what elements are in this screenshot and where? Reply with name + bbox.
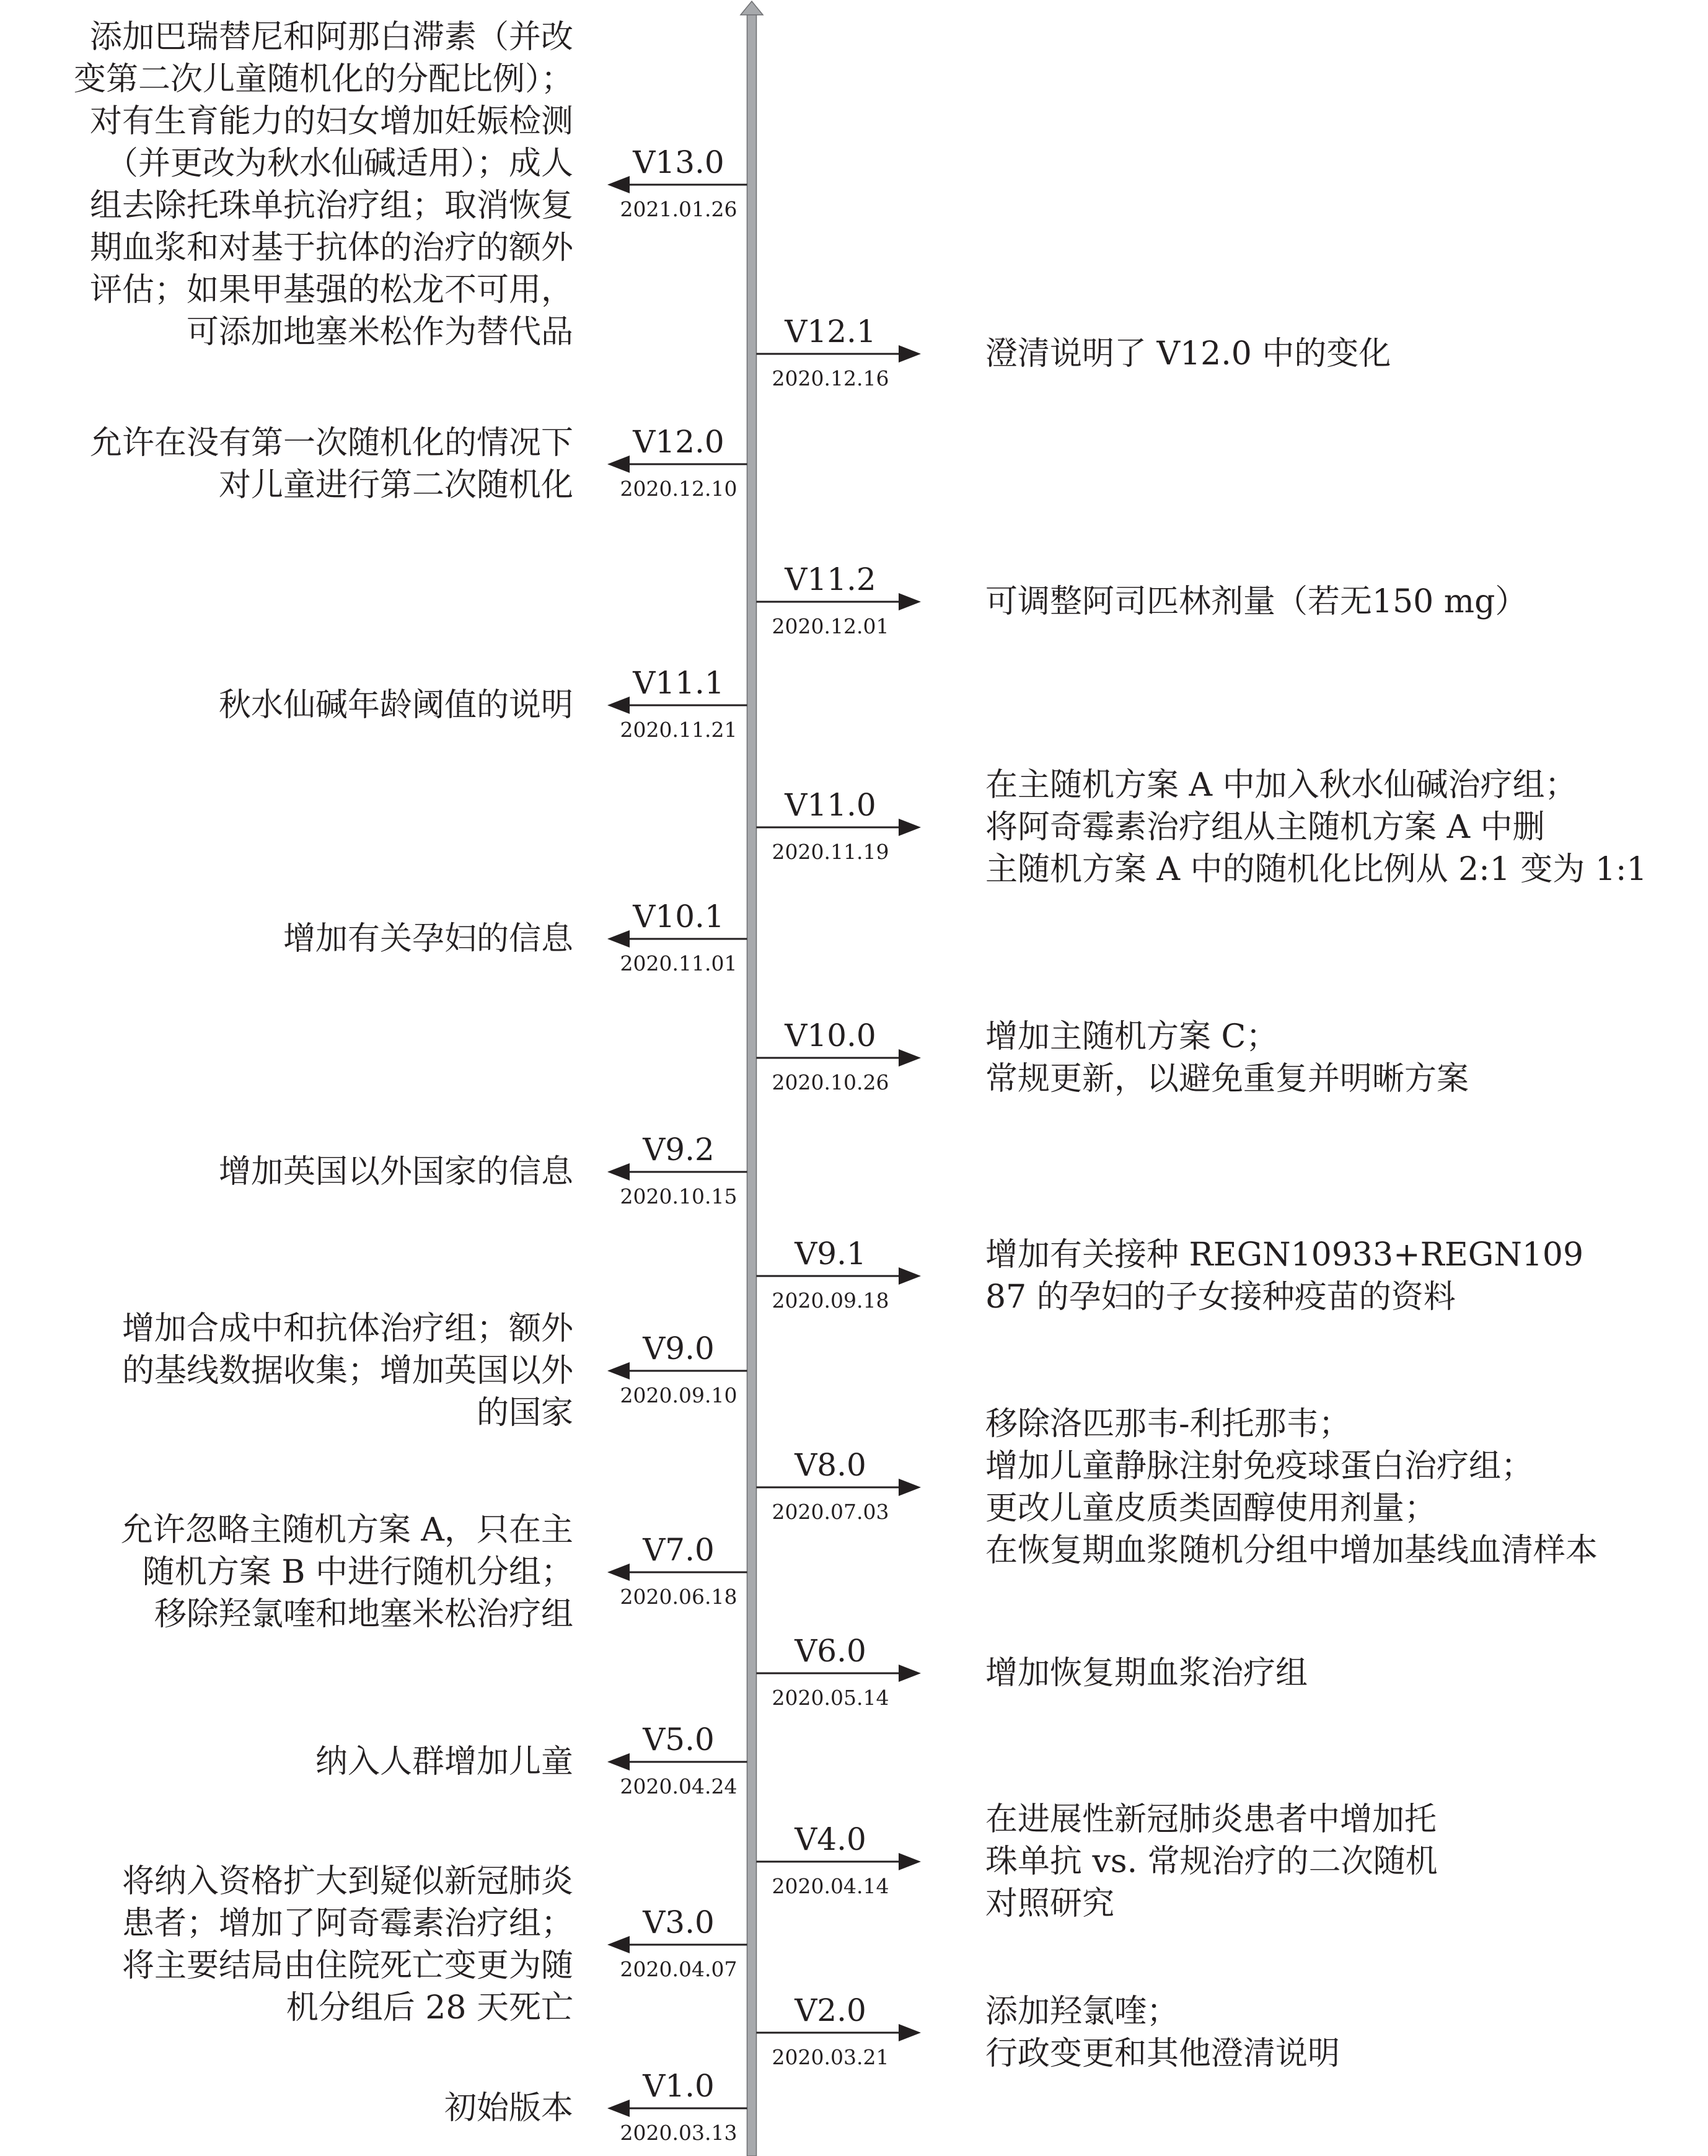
description-line: 增加合成中和抗体治疗组；额外 bbox=[121, 1310, 573, 1347]
change-description bbox=[283, 918, 573, 960]
description-line: 的基线数据收集；增加英国以外 bbox=[121, 1352, 573, 1389]
change-description bbox=[985, 1991, 1340, 2075]
version-date: 2020.10.15 bbox=[620, 1184, 737, 1208]
version-label: V7.0 bbox=[643, 1532, 715, 1568]
description-line: 秋水仙碱年龄阈值的说明 bbox=[218, 687, 573, 724]
change-description bbox=[985, 1403, 1598, 1572]
description-line: 对照研究 bbox=[985, 1885, 1115, 1922]
version-label: V4.0 bbox=[795, 1821, 866, 1857]
change-description bbox=[122, 1860, 573, 2029]
version-date: 2020.04.14 bbox=[772, 1874, 889, 1898]
description-line: 常规更新，以避免重复并明晰方案 bbox=[985, 1060, 1469, 1098]
description-line: 增加有关接种 REGN10933+REGN109 bbox=[985, 1236, 1584, 1274]
description-line: 患者；增加了阿奇霉素治疗组； bbox=[121, 1905, 573, 1942]
description-line: 87 的孕妇的子女接种疫苗的资料 bbox=[985, 1278, 1456, 1316]
version-date: 2020.11.19 bbox=[772, 840, 889, 864]
description-line: 初始版本 bbox=[444, 2090, 573, 2127]
version-date: 2020.12.10 bbox=[620, 477, 737, 501]
change-description bbox=[315, 1741, 573, 1783]
description-line: 增加恢复期血浆治疗组 bbox=[985, 1655, 1308, 1692]
description-line: 机分组后 28 天死亡 bbox=[286, 1989, 573, 2026]
description-line: 组去除托珠单抗治疗组；取消恢复 bbox=[89, 187, 573, 224]
change-description bbox=[985, 1798, 1438, 1925]
version-date: 2020.03.21 bbox=[772, 2045, 889, 2069]
change-description bbox=[74, 16, 573, 353]
version-label: V11.1 bbox=[633, 665, 724, 701]
description-line: 变第二次儿童随机化的分配比例）； bbox=[73, 61, 573, 98]
version-label: V10.0 bbox=[785, 1018, 876, 1054]
description-line: 纳入人群增加儿童 bbox=[315, 1743, 573, 1780]
description-line: 增加英国以外国家的信息 bbox=[218, 1153, 573, 1190]
version-date: 2020.06.18 bbox=[620, 1585, 737, 1609]
description-line: 将阿奇霉素治疗组从主随机方案 A 中删 bbox=[985, 809, 1545, 846]
description-line: 在进展性新冠肺炎患者中增加托 bbox=[985, 1801, 1437, 1838]
description-line: 添加羟氯喹； bbox=[985, 1993, 1179, 2030]
description-line: 期血浆和对基于抗体的治疗的额外 bbox=[89, 229, 573, 266]
change-description bbox=[985, 1016, 1469, 1100]
version-label: V1.0 bbox=[643, 2068, 715, 2104]
description-line: 可添加地塞米松作为替代品 bbox=[186, 314, 573, 351]
version-label: V8.0 bbox=[795, 1447, 866, 1483]
description-line: 在主随机方案 A 中加入秋水仙碱治疗组； bbox=[985, 767, 1577, 804]
version-label: V13.0 bbox=[633, 144, 724, 180]
change-description bbox=[985, 581, 1527, 623]
description-line: 珠单抗 vs. 常规治疗的二次随机 bbox=[985, 1843, 1438, 1880]
description-line: 的国家 bbox=[476, 1394, 573, 1432]
change-description bbox=[985, 764, 1647, 891]
change-description bbox=[121, 1509, 573, 1635]
description-line: （并更改为秋水仙碱适用）；成人 bbox=[105, 145, 573, 182]
description-line: 移除羟氯喹和地塞米松治疗组 bbox=[154, 1596, 573, 1633]
version-label: V3.0 bbox=[643, 1904, 715, 1940]
description-line: 随机方案 B 中进行随机分组； bbox=[142, 1554, 573, 1591]
change-description bbox=[985, 1234, 1583, 1318]
description-line: 行政变更和其他澄清说明 bbox=[985, 2035, 1340, 2072]
change-description bbox=[219, 1151, 573, 1193]
description-line: 允许忽略主随机方案 A，只在主 bbox=[120, 1511, 573, 1549]
version-date: 2021.01.26 bbox=[620, 197, 737, 221]
description-line: 对儿童进行第二次随机化 bbox=[218, 467, 573, 504]
version-date: 2020.04.07 bbox=[620, 1957, 737, 1981]
version-label: V12.1 bbox=[785, 314, 876, 350]
change-description bbox=[985, 1652, 1308, 1694]
version-date: 2020.05.14 bbox=[772, 1686, 889, 1710]
version-label: V6.0 bbox=[795, 1633, 866, 1669]
version-label: V9.2 bbox=[643, 1132, 715, 1168]
change-description bbox=[219, 684, 573, 726]
description-line: 增加儿童静脉注射免疫球蛋白治疗组； bbox=[985, 1448, 1534, 1485]
description-line: 将纳入资格扩大到疑似新冠肺炎 bbox=[121, 1863, 573, 1900]
version-label: V5.0 bbox=[643, 1722, 715, 1758]
description-line: 增加有关孕妇的信息 bbox=[283, 920, 573, 957]
version-date: 2020.11.01 bbox=[620, 951, 737, 975]
version-label: V10.1 bbox=[633, 899, 724, 935]
change-description bbox=[90, 422, 573, 506]
description-line: 对有生育能力的妇女增加妊娠检测 bbox=[89, 103, 573, 140]
description-line: 主随机方案 A 中的随机化比例从 2:1 变为 1:1 bbox=[985, 851, 1647, 888]
version-label: V2.0 bbox=[795, 1992, 866, 2028]
description-line: 更改儿童皮质类固醇使用剂量； bbox=[985, 1490, 1437, 1527]
version-label: V11.0 bbox=[785, 787, 876, 823]
version-label: V11.2 bbox=[785, 561, 876, 597]
version-label: V9.1 bbox=[795, 1236, 866, 1272]
change-description bbox=[985, 333, 1391, 375]
change-description bbox=[444, 2087, 573, 2129]
version-date: 2020.09.10 bbox=[620, 1383, 737, 1407]
description-line: 移除洛匹那韦-利托那韦； bbox=[985, 1406, 1351, 1443]
version-date: 2020.03.13 bbox=[620, 2121, 737, 2145]
description-line: 评估；如果甲基强的松龙不可用， bbox=[89, 271, 573, 309]
description-line: 可调整阿司匹林剂量（若无150 mg） bbox=[985, 583, 1528, 620]
description-line: 增加主随机方案 C； bbox=[985, 1018, 1279, 1055]
change-description bbox=[122, 1308, 573, 1434]
version-date: 2020.11.21 bbox=[620, 718, 737, 742]
description-line: 澄清说明了 V12.0 中的变化 bbox=[985, 335, 1391, 372]
version-date: 2020.04.24 bbox=[620, 1774, 737, 1798]
version-date: 2020.07.03 bbox=[772, 1500, 889, 1524]
description-line: 允许在没有第一次随机化的情况下 bbox=[89, 425, 573, 462]
description-line: 将主要结局由住院死亡变更为随 bbox=[121, 1947, 573, 1984]
version-date: 2020.12.01 bbox=[772, 614, 889, 638]
description-line: 添加巴瑞替尼和阿那白滞素（并改 bbox=[89, 19, 573, 56]
version-date: 2020.12.16 bbox=[772, 366, 889, 390]
version-date: 2020.10.26 bbox=[772, 1070, 889, 1094]
version-label: V9.0 bbox=[643, 1331, 715, 1366]
description-line: 在恢复期血浆随机分组中增加基线血清样本 bbox=[985, 1532, 1598, 1569]
timeline-axis-arrowhead bbox=[741, 1, 763, 15]
version-date: 2020.09.18 bbox=[772, 1288, 889, 1313]
version-label: V12.0 bbox=[633, 424, 724, 460]
